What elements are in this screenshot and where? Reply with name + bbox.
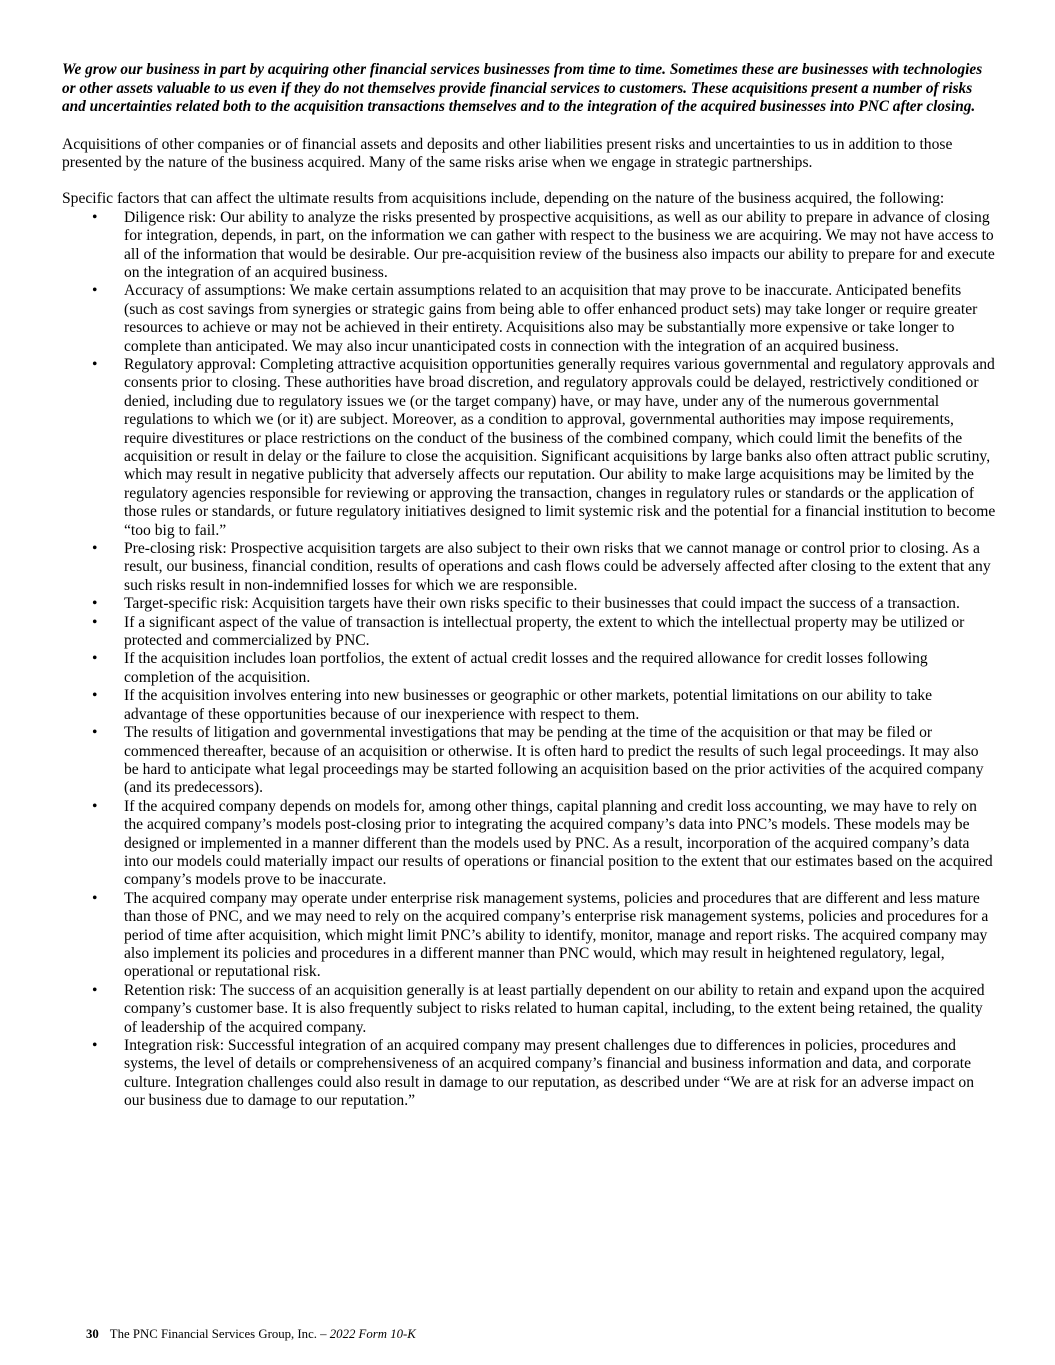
page-footer xyxy=(86,1327,416,1342)
bullet-icon: • xyxy=(92,650,98,668)
bullet-icon: • xyxy=(92,208,98,226)
bullet-icon: • xyxy=(92,724,98,742)
page-number: 30 xyxy=(86,1327,99,1341)
list-item-text: If the acquired company depends on models for, among other things, capital planning and credit loss accounting, we may have to rely on the acquired company’s models post-closing prior to integrating the acquired company’s data into PNC’s models. These models may be designed or implemented in a manner different than the models used by PNC. As a result, incorporation of the acquired company’s data into our models could materially impact our results of operations or financial position to the extent that our estimates based on the acquired company’s models prove to be inaccurate. xyxy=(124,797,993,889)
list-item-text: If a significant aspect of the value of transaction is intellectual property, the extent to which the intellectual property may be utilized or protected and commercialized by PNC. xyxy=(124,613,965,650)
list-item xyxy=(62,890,996,982)
footer-company: The PNC Financial Services Group, Inc. – xyxy=(109,1327,327,1341)
list-item xyxy=(62,1037,996,1111)
list-item-text: The results of litigation and governmental investigations that may be pending at the time of the acquisition or that may be filed or commenced thereafter, because of an acquisition or otherwise. It is often hard to predict the results of such legal proceedings. It may also be hard to anticipate what legal proceedings may be started following an acquisition based on the prior activities of the acquired company (and its predecessors). xyxy=(124,724,984,797)
list-item-text: Regulatory approval: Completing attractive acquisition opportunities generally requires various governmental and regulatory approvals and consents prior to closing. These authorities have broad discretion, and regulatory approvals could be delayed, restrictively conditioned or denied, including due to regulatory issues we (or the target company) have, or may have, under any of the numerous governmental regulations to which we (or it) are subject. Moreover, as a condition to approval, governmental authorities may impose requirements, require divestitures or place restrictions on the conduct of the business of the combined company, which could limit the benefits of the acquisition or result in delay or the failure to close the acquisition. Significant acquisitions by large banks also often attract public scrutiny, which may result in negative publicity that adversely affects our reputation. Our ability to make large acquisitions may be limited by the regulatory agencies responsible for reviewing or approving the transaction, changes in regulatory rules or standards or the application of those rules or standards, or future regulatory initiatives designed to limit systemic risk and the potential for a financial institution to become “too big to fail.” xyxy=(124,355,996,539)
list-item xyxy=(62,540,996,595)
bullet-icon: • xyxy=(92,1037,98,1054)
bullet-icon: • xyxy=(92,889,98,907)
bullet-icon: • xyxy=(92,540,98,558)
footer-form: 2022 Form 10-K xyxy=(329,1327,416,1341)
bullet-icon: • xyxy=(92,613,98,631)
list-item xyxy=(62,798,996,890)
list-item-text: Pre-closing risk: Prospective acquisition targets are also subject to their own risks that we cannot manage or control prior to closing. As a result, our business, financial condition, results of operations and cash flows could be adversely affected after closing to the extent that any such risks result in non-indemnified losses for which we are responsible. xyxy=(124,540,991,594)
risk-factor-list xyxy=(62,209,996,1111)
list-item xyxy=(62,650,996,687)
intro-paragraph: Acquisitions of other companies or of financial assets and deposits and other liabilities present risks and uncertainties to us in addition to those presented by the nature of the business acquired. Many of the same risks arise when we engage in strategic partnerships. xyxy=(62,135,953,171)
list-item xyxy=(62,614,996,651)
list-item-text: Retention risk: The success of an acquisition generally is at least partially dependent on our ability to retain and expand upon the acquired company’s customer base. It is also frequently subject to risks related to human capital, including, to the extent being retained, the quality of leadership of the acquired company. xyxy=(124,981,985,1036)
list-item-text: Accuracy of assumptions: We make certain assumptions related to an acquisition that may prove to be inaccurate. Anticipated benefits (such as cost savings from synergies or strategic gains from being able to offer enhanced product sets) may take longer or require greater resources to achieve or may not be achieved in their entirety. Acquisitions also may be substantially more expensive or take longer to complete than anticipated. We may also incur unanticipated costs in connection with the integration of an acquired business. xyxy=(124,282,978,355)
bullet-icon: • xyxy=(92,282,98,300)
list-item xyxy=(62,687,996,724)
list-item xyxy=(62,356,996,540)
list-item-text: Diligence risk: Our ability to analyze the risks presented by prospective acquisitions, as well as our ability to prepare in advance of closing for integration, depends, in part, on the information we can gather with respect to the business we are acquiring. We may not have access to all of the information that would be desirable. Our pre-acquisition review of the business also impacts our ability to prepare for and execute on the integration of an acquired business. xyxy=(124,208,995,281)
list-item-text: The acquired company may operate under enterprise risk management systems, policies and procedures that are different and less mature than those of PNC, and we may need to rely on the acquired company’s enterprise risk management systems, policies and procedures for a period of time after acquisition, which might limit PNC’s ability to identify, monitor, manage and report risks. The acquired company may also implement its policies and procedures in a different manner than PNC would, which may result in heightened regulatory, legal, operational or reputational risk. xyxy=(124,889,989,981)
list-item xyxy=(62,982,996,1037)
bullet-icon: • xyxy=(92,355,98,373)
bullet-icon: • xyxy=(92,595,98,613)
factors-intro-paragraph: Specific factors that can affect the ultimate results from acquisitions include, depending on the nature of the business acquired, the following: xyxy=(62,190,945,208)
list-item-text: Target-specific risk: Acquisition targets have their own risks specific to their businesses that could impact the success of a transaction. xyxy=(124,595,960,613)
bullet-icon: • xyxy=(92,797,98,815)
bullet-icon: • xyxy=(92,687,98,705)
list-item xyxy=(62,209,996,283)
list-item xyxy=(62,595,996,613)
list-item xyxy=(62,724,996,798)
document-page xyxy=(62,61,996,1111)
list-item-text: Integration risk: Successful integration of an acquired company may present challenges due to differences in policies, procedures and systems, the level of details or comprehensiveness of an acquired company’s financial and business information and data, and corporate culture. Integration challenges could also result in damage to our reputation, as described under “We are at risk for an adverse impact on our business due to damage to our reputation.” xyxy=(124,1037,975,1110)
section-heading: We grow our business in part by acquiring other financial services businesses from time to time. Sometimes these are businesses with technologies or other assets valuable to us even if they do not themselves provide financial services to customers. These acquisitions present a number of risks and uncertainties related both to the acquisition transactions themselves and to the integration of the acquired businesses into PNC after closing. xyxy=(62,61,983,115)
list-item-text: If the acquisition involves entering into new businesses or geographic or other markets, potential limitations on our ability to take advantage of these opportunities because of our inexperience with respect to them. xyxy=(124,687,933,723)
bullet-icon: • xyxy=(92,981,98,999)
list-item-text: If the acquisition includes loan portfolios, the extent of actual credit losses and the required allowance for credit losses following completion of the acquisition. xyxy=(124,650,928,686)
list-item xyxy=(62,282,996,356)
